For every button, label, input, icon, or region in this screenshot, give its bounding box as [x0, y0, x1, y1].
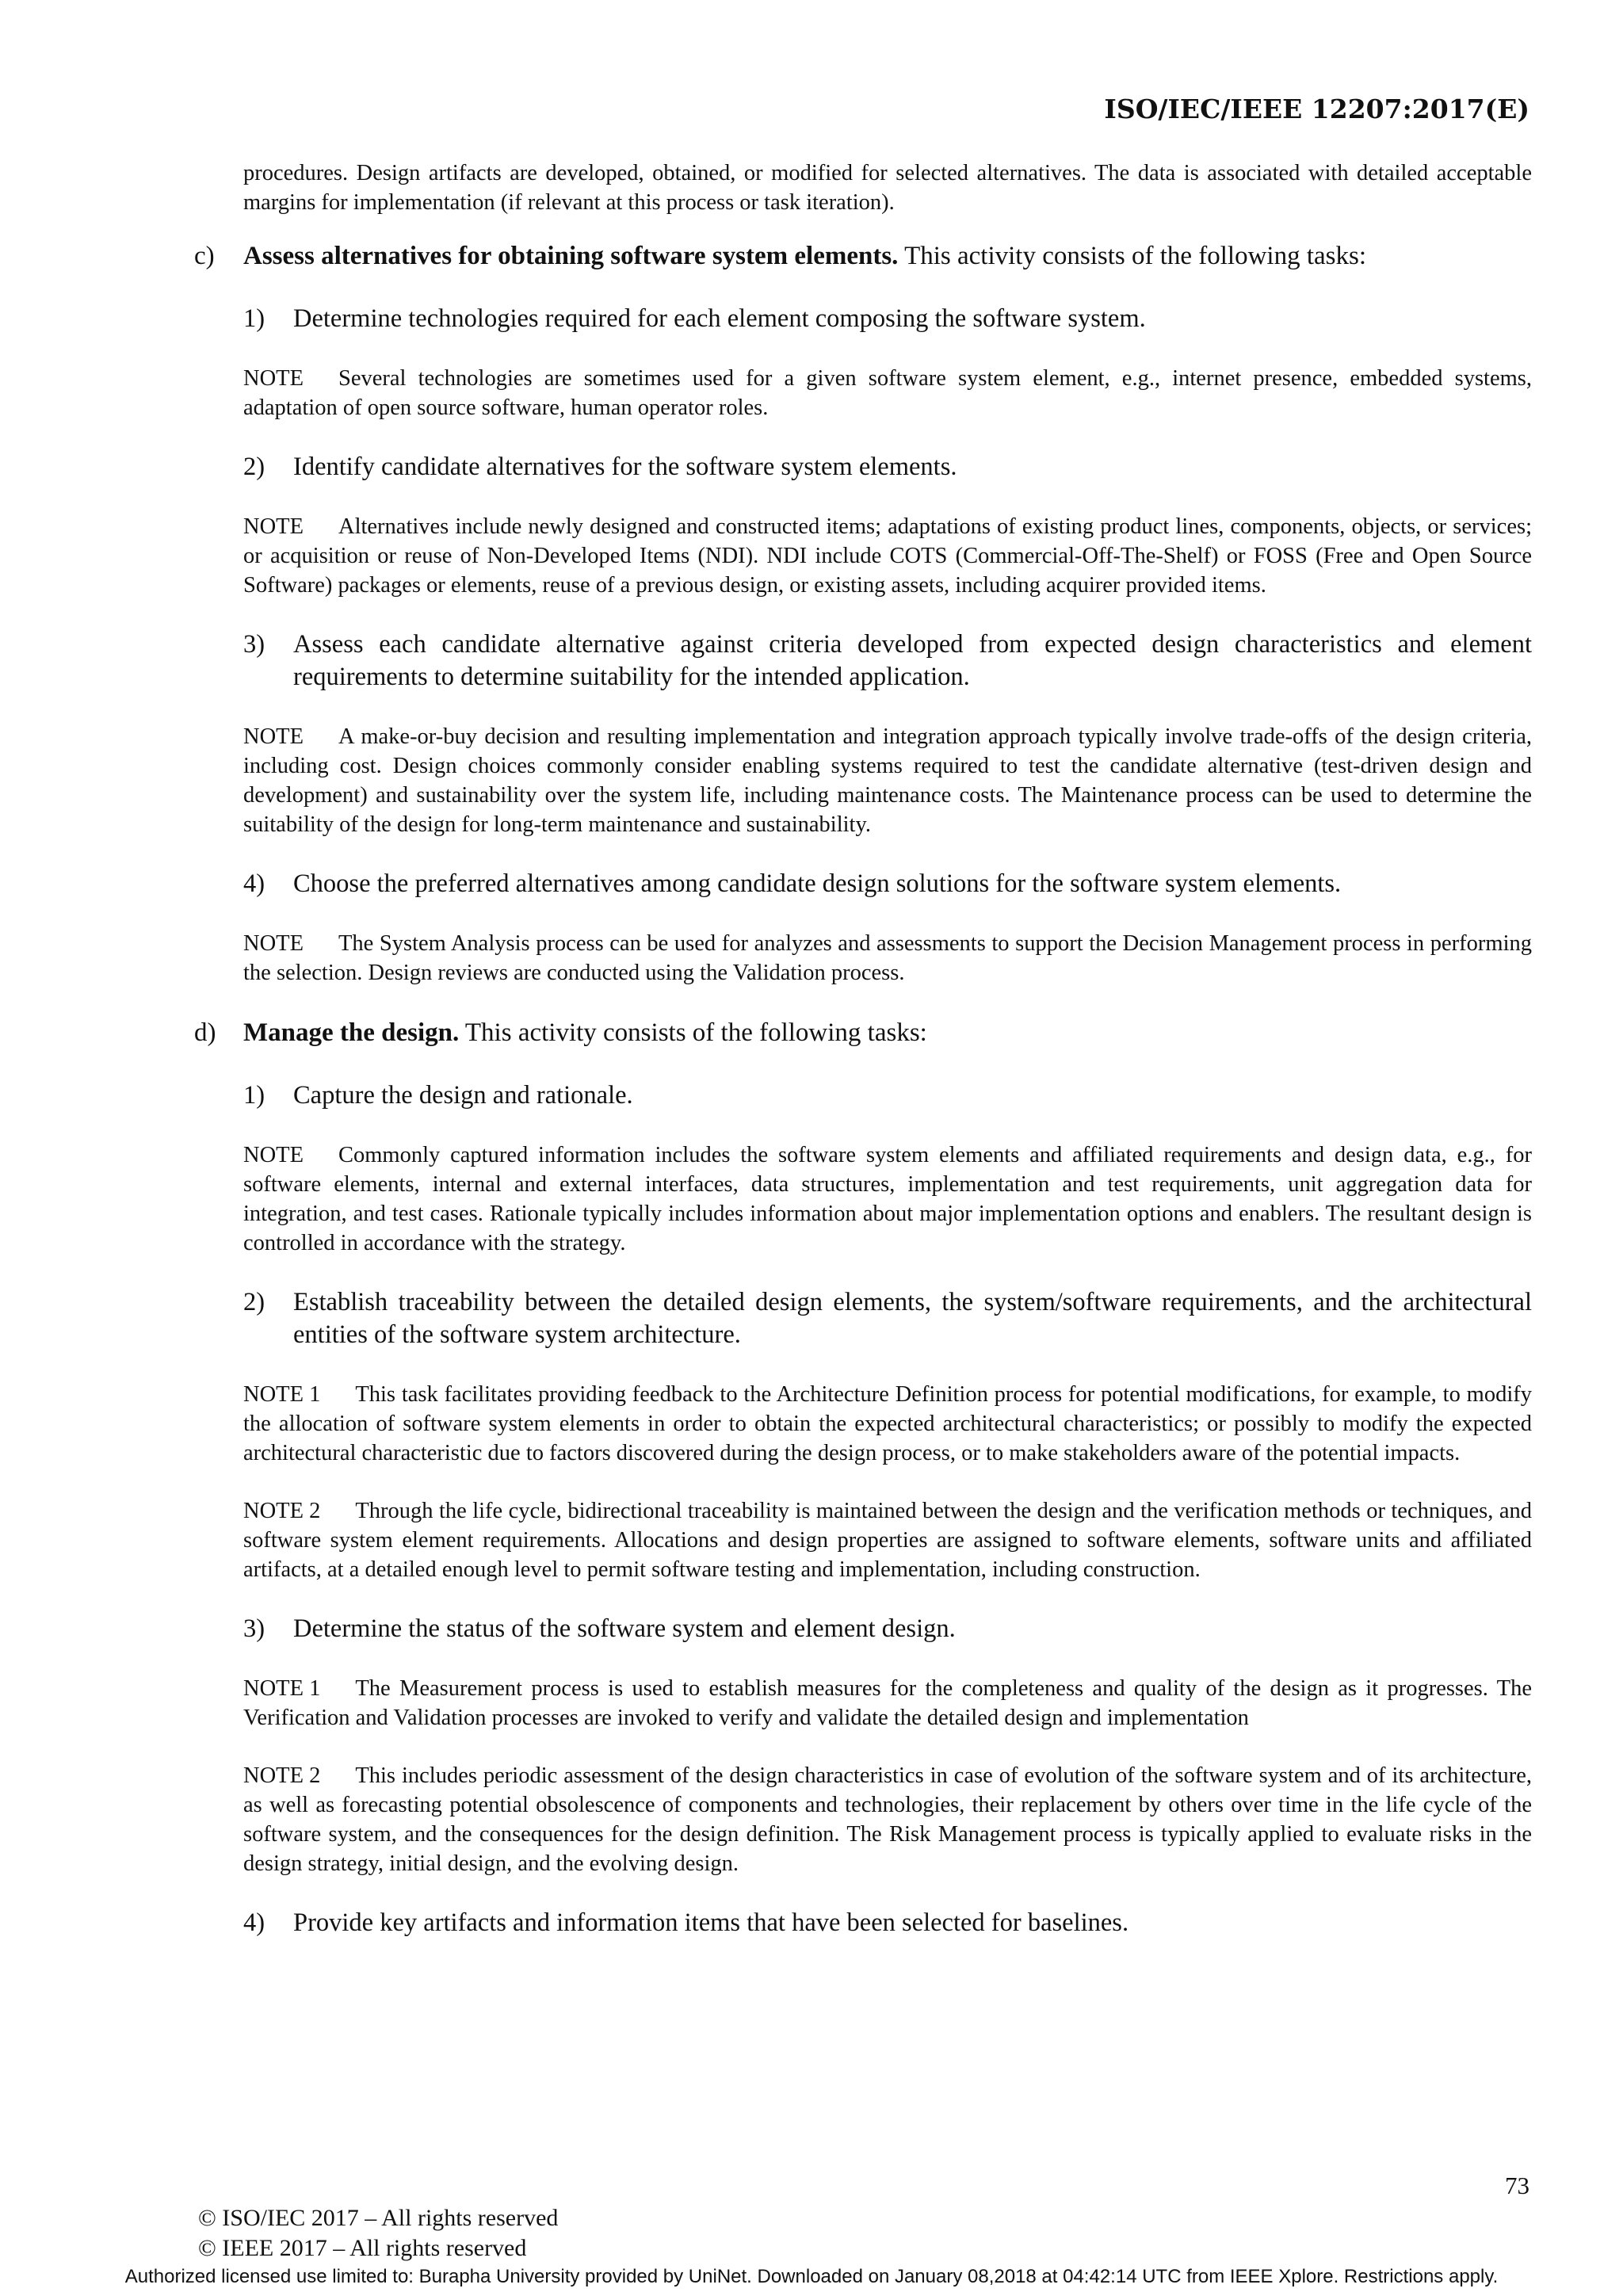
note-label: NOTE: [243, 514, 304, 539]
note-paragraph: [243, 364, 1532, 422]
license-notice: Authorized licensed use limited to: Burapha University provided by UniNet. Downloaded on January 08,2018 at 04:42:14 UTC from IEEE Xplore. Restrictions apply.: [124, 2266, 1499, 2287]
task-text: Establish traceability between the detailed design elements, the system/software requirements, and the architectural entities of the software system architecture.: [293, 1288, 1532, 1349]
task-text: Determine the status of the software system and element design.: [293, 1614, 956, 1643]
standard-id-header: ISO/IEC/IEEE 12207:2017(E): [1104, 94, 1529, 124]
note-label: NOTE: [243, 931, 304, 956]
activity-c-heading: [194, 239, 1532, 273]
page-content: [194, 159, 1532, 1968]
note-text: Through the life cycle, bidirectional traceability is maintained between the design and the verification methods or techniques, and software system element requirements. Allocations and design properties are assigned to software elements, software units and affiliated artifacts, at a detailed enough level to permit software testing and implementation, including construction.: [243, 1499, 1532, 1582]
page-number: 73: [1505, 2172, 1529, 2199]
note-text: Alternatives include newly designed and constructed items; adaptations of existing product lines, components, objects, or services; or acquisition or reuse of Non-Developed Items (NDI). NDI include COTS (Commercial-Off-The-Shelf) or FOSS (Free and Open Source Software) packages or elements, reuse of a previous design, or existing assets, including acquirer provided items.: [243, 514, 1532, 598]
activity-label: c): [194, 242, 215, 270]
note-text: This includes periodic assessment of the design characteristics in case of evolution of the software system and of its architecture, as well as forecasting potential obsolescence of components and technologies, their replacement by others over time in the life cycle of the software system, and the consequences for the design definition. The Risk Management process is typically applied to evaluate risks in the design strategy, initial design, and the evolving design.: [243, 1763, 1532, 1876]
note-paragraph: [243, 1674, 1532, 1733]
task-number: 2): [243, 453, 265, 481]
task-number: 1): [243, 1081, 265, 1110]
task-item: [243, 1079, 1532, 1112]
activity-label: d): [194, 1018, 216, 1047]
task-text: Assess each candidate alternative against criteria developed from expected design characteristics and element requirements to determine suitability for the intended application.: [293, 630, 1532, 691]
task-item: [243, 1907, 1532, 1939]
task-number: 2): [243, 1288, 265, 1316]
activity-title: Assess alternatives for obtaining software system elements.: [243, 242, 899, 270]
note-text: The Measurement process is used to establish measures for the completeness and quality of the design as it progresses. The Verification and Validation processes are invoked to verify and validate the detailed design and implementation: [243, 1676, 1532, 1730]
task-item: [243, 868, 1532, 900]
note-paragraph: [243, 1380, 1532, 1468]
task-item: [243, 1613, 1532, 1645]
note-label: NOTE: [243, 366, 304, 391]
task-text: Identify candidate alternatives for the software system elements.: [293, 453, 957, 481]
note-label: NOTE: [243, 1143, 304, 1167]
activity-c-tasks: [243, 303, 1532, 988]
task-number: 4): [243, 869, 265, 898]
note-paragraph: [243, 1140, 1532, 1258]
activity-d-heading: [194, 1016, 1532, 1049]
note-label: NOTE 2: [243, 1763, 321, 1788]
task-number: 3): [243, 1614, 265, 1643]
note-paragraph: [243, 1496, 1532, 1584]
note-label: NOTE 2: [243, 1499, 321, 1523]
activity-title: Manage the design.: [243, 1018, 460, 1047]
task-text: Determine technologies required for each element composing the software system.: [293, 304, 1146, 333]
copyright-ieee: © IEEE 2017 – All rights reserved: [198, 2235, 527, 2261]
activity-description: This activity consists of the following tasks:: [459, 1018, 927, 1047]
task-item: [243, 451, 1532, 483]
task-item: [243, 628, 1532, 693]
note-label: NOTE 1: [243, 1676, 321, 1701]
copyright-iso: © ISO/IEC 2017 – All rights reserved: [198, 2205, 559, 2231]
note-paragraph: [243, 512, 1532, 600]
note-text: A make-or-buy decision and resulting implementation and integration approach typically involve trade-offs of the design criteria, including cost. Design choices commonly consider enabling systems required to test the candidate alternative (test-driven design and development) and sustainability over the system life, including maintenance costs. The Maintenance process can be used to determine the suitability of the design for long-term maintenance and sustainability.: [243, 724, 1532, 837]
task-number: 4): [243, 1908, 265, 1937]
task-text: Choose the preferred alternatives among candidate design solutions for the software system elements.: [293, 869, 1342, 898]
note-text: Commonly captured information includes the software system elements and affiliated requirements and design data, e.g., for software elements, internal and external interfaces, data structures, implementation and test requirements, unit aggregation data for integration, and test cases. Rationale typically includes information about major implementation options and enablers. The resultant design is controlled in accordance with the strategy.: [243, 1143, 1532, 1255]
note-label: NOTE: [243, 724, 304, 749]
note-paragraph: [243, 722, 1532, 839]
activity-d-tasks: [243, 1079, 1532, 1939]
task-item: [243, 303, 1532, 335]
task-number: 3): [243, 630, 265, 659]
task-text: Capture the design and rationale.: [293, 1081, 633, 1110]
note-label: NOTE 1: [243, 1382, 321, 1407]
note-text: The System Analysis process can be used for analyzes and assessments to support the Decision Management process in performing the selection. Design reviews are conducted using the Validation process.: [243, 931, 1532, 985]
intro-paragraph: procedures. Design artifacts are developed, obtained, or modified for selected alternatives. The data is associated with detailed acceptable margins for implementation (if relevant at this process or task iteration).: [243, 161, 1532, 215]
note-paragraph: [243, 929, 1532, 988]
task-number: 1): [243, 304, 265, 333]
note-text: Several technologies are sometimes used for a given software system element, e.g., internet presence, embedded systems, adaptation of open source software, human operator roles.: [243, 366, 1532, 420]
activity-description: This activity consists of the following tasks:: [898, 242, 1367, 270]
task-item: [243, 1286, 1532, 1351]
task-text: Provide key artifacts and information items that have been selected for baselines.: [293, 1908, 1129, 1937]
note-text: This task facilitates providing feedback to the Architecture Definition process for potential modifications, for example, to modify the allocation of software system elements in order to obtain the expected architectural characteristics; or possibly to modify the expected architectural characteristic due to factors discovered during the design process, or to make stakeholders aware of the potential impacts.: [243, 1382, 1532, 1465]
note-paragraph: [243, 1761, 1532, 1878]
